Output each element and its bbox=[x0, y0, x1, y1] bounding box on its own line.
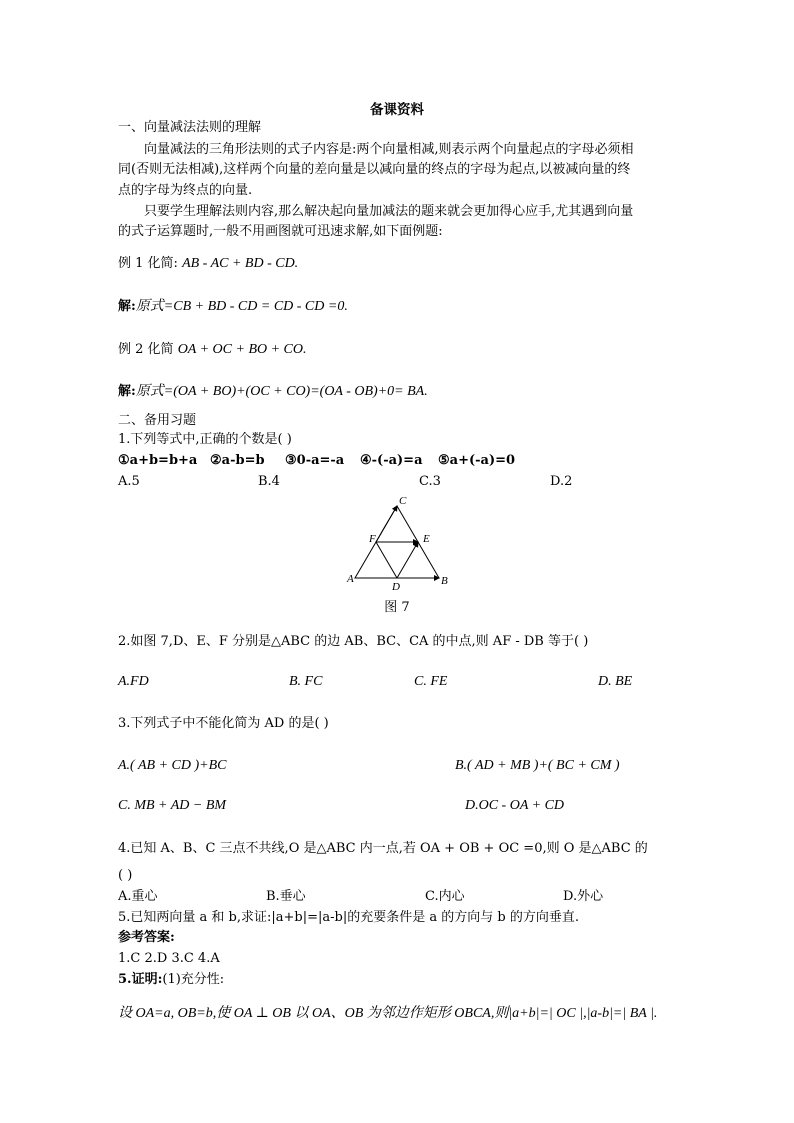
example1-expression: AB - AC + BD - CD. bbox=[182, 256, 299, 271]
para1-line2: 同(否则无法相减),这样两个向量的差向量是以减向量的终点的字母为起点,以被减向量的终 bbox=[118, 162, 631, 177]
answers-heading: 参考答案: bbox=[118, 930, 175, 945]
q2-option-d: D. BE bbox=[598, 674, 633, 689]
para1-line3: 点的字母为终点的向量. bbox=[118, 183, 253, 198]
question2: 2.如图 7,D、E、F 分别是△ABC 的边 AB、BC、CA 的中点,则 AF - DB 等于( ) bbox=[118, 634, 589, 649]
q3-option-b: B.( AD + MB )+( BC + CM ) bbox=[455, 758, 620, 773]
example1-label: 例 1 化简: bbox=[118, 256, 178, 271]
proof-subheading: (1)充分性: bbox=[162, 972, 225, 987]
q1-item-2: ②a-b=b bbox=[210, 453, 265, 468]
question5: 5.已知两向量 a 和 b,求证:|a+b|=|a-b|的充要条件是 a 的方向与 b 的方向垂直. bbox=[118, 910, 579, 925]
question1: 1.下列等式中,正确的个数是( ) bbox=[118, 432, 292, 447]
page-title: 备课资料 bbox=[370, 102, 424, 118]
q3-option-c: C. MB + AD − BM bbox=[118, 798, 227, 813]
q4-option-c: C.内心 bbox=[425, 889, 465, 904]
para2-line1: 只要学生理解法则内容,那么解决起向量加减法的题来就会更加得心应手,尤其遇到向量 bbox=[144, 204, 634, 219]
solution1-text: 原式=CB + BD - CD = CD - CD =0. bbox=[135, 299, 348, 314]
q1-option-c: C.3 bbox=[419, 474, 441, 489]
figure-label-c: C bbox=[399, 495, 407, 507]
para1-line1: 向量减法的三角形法则的式子内容是:两个向量相减,则表示两个向量起点的字母必须相 bbox=[144, 142, 634, 157]
q3-option-d: D.OC - OA + CD bbox=[465, 798, 565, 813]
example2-label: 例 2 化简 bbox=[118, 342, 174, 357]
example2-expression: OA + OC + BO + CO. bbox=[177, 342, 307, 357]
question4-line2: ( ) bbox=[118, 868, 133, 883]
proof-header bbox=[118, 970, 224, 990]
figure-label-b: B bbox=[441, 575, 448, 587]
q1-item-5: ⑤a+(-a)=0 bbox=[438, 453, 516, 468]
solution2-text: 原式=(OA + BO)+(OC + CO)=(OA - OB)+0= BA. bbox=[135, 384, 428, 399]
solution1-label: 解: bbox=[118, 299, 136, 314]
q1-option-a: A.5 bbox=[118, 474, 140, 489]
q1-option-b: B.4 bbox=[258, 474, 280, 489]
figure-caption: 图 7 bbox=[384, 600, 410, 615]
section1-heading: 一、向量减法法则的理解 bbox=[118, 120, 262, 135]
q2-option-b: B. FC bbox=[289, 674, 323, 689]
figure-label-f: F bbox=[369, 533, 376, 545]
q1-option-d: D.2 bbox=[550, 474, 573, 489]
figure-label-e: E bbox=[423, 533, 430, 545]
solution1 bbox=[118, 297, 348, 317]
answers-list: 1.C 2.D 3.C 4.A bbox=[118, 951, 220, 966]
solution2 bbox=[118, 382, 428, 402]
figure-label-a: A bbox=[347, 573, 354, 585]
proof-label: 5.证明: bbox=[118, 972, 163, 987]
q3-option-a: A.( AB + CD )+BC bbox=[118, 758, 227, 773]
solution2-label: 解: bbox=[118, 384, 136, 399]
triangle-figure bbox=[345, 494, 455, 598]
example2 bbox=[118, 340, 307, 360]
q4-option-d: D.外心 bbox=[563, 889, 604, 904]
q2-option-a: A.FD bbox=[118, 674, 149, 689]
section2-heading: 二、备用习题 bbox=[118, 413, 197, 428]
q1-item-3: ③0-a=-a bbox=[285, 453, 345, 468]
question3: 3.下列式子中不能化简为 AD 的是( ) bbox=[118, 716, 329, 731]
para2-line2: 的式子运算题时,一般不用画图就可迅速求解,如下面例题: bbox=[118, 224, 443, 239]
figure-label-d: D bbox=[392, 581, 400, 593]
question4-line1: 4.已知 A、B、C 三点不共线,O 是△ABC 内一点,若 OA + OB + OC =0,则 O 是△ABC 的 bbox=[118, 841, 648, 856]
q4-option-a: A.重心 bbox=[118, 889, 158, 904]
proof-text: 设 OA=a, OB=b,使 OA ⊥ OB 以 OA、OB 为邻边作矩形 OBCA,则|a+b|=| OC |,|a-b|=| BA |. bbox=[118, 1006, 658, 1021]
q2-option-c: C. FE bbox=[414, 674, 448, 689]
q4-option-b: B.垂心 bbox=[266, 889, 306, 904]
q1-item-4: ④-(-a)=a bbox=[360, 453, 423, 468]
q1-item-1: ①a+b=b+a bbox=[118, 453, 198, 468]
example1 bbox=[118, 254, 298, 274]
